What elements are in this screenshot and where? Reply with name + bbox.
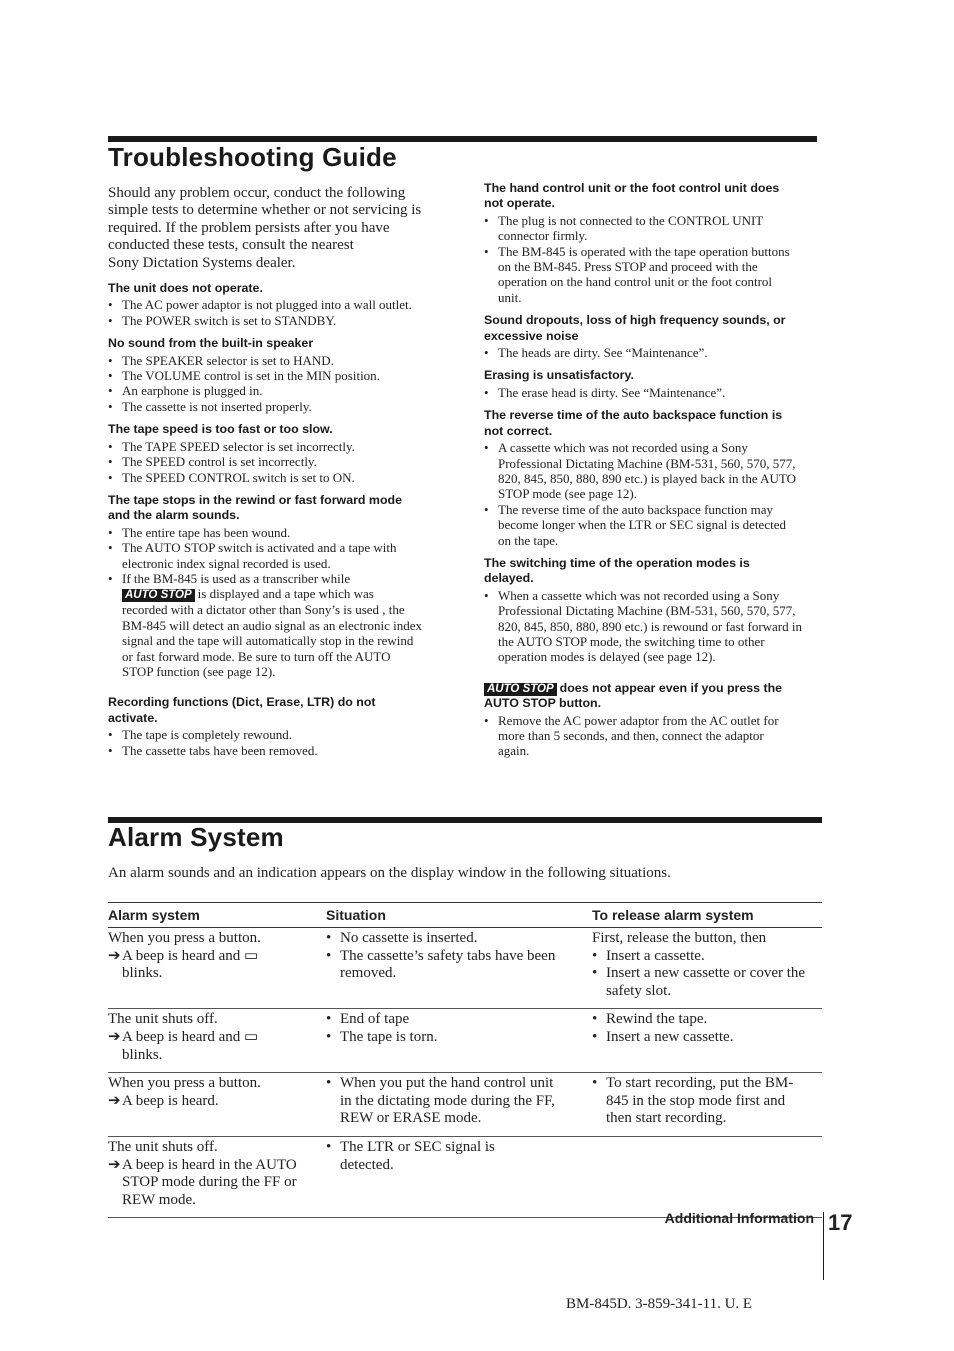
left-section-list: [108, 525, 453, 680]
bullet-icon: •: [326, 1028, 332, 1045]
header-alarm-system: Alarm system: [108, 903, 326, 928]
left-section-item: • If the BM-845 is used as a transcriber while AUTO STOP is displayed and a tape which was recorded with a dictator other than Sony’s is used , the BM-845 will detect an audio signal as an electronic index signal and the tape will automatically stop in the rewind or fast forward mode. Be sure to turn off the AUTO STOP function (see page 12).: [108, 570, 422, 679]
bullet-icon: •: [484, 440, 489, 456]
bullet-icon: •: [108, 352, 113, 368]
left-section-0: [108, 281, 453, 328]
page-number: 17: [828, 1210, 853, 1235]
right-section-1: [484, 313, 829, 360]
auto-stop-indicator: AUTO STOP: [122, 589, 195, 602]
release-cell: [592, 1009, 822, 1073]
bullet-icon: •: [484, 587, 489, 603]
auto-stop-item: • Remove the AC power adaptor from the AC outlet for more than 5 seconds, and then, connect the adaptor again.: [484, 712, 779, 759]
bullet-icon: •: [484, 243, 489, 259]
right-section-heading: Sound dropouts, loss of high frequency sounds, or excessive noise: [484, 313, 786, 343]
bullet-icon: •: [326, 1011, 332, 1028]
right-section-list: [484, 213, 829, 305]
table-row: [108, 928, 822, 1009]
bullet-icon: •: [108, 383, 113, 399]
arrow-icon: ➔: [108, 1092, 121, 1109]
bullet-icon: •: [108, 570, 113, 586]
bullet-icon: •: [108, 524, 113, 540]
left-section-heading: The unit does not operate.: [108, 281, 263, 296]
left-section-item: • The SPEED CONTROL switch is set to ON.: [108, 469, 355, 485]
situation-cell: [326, 1009, 592, 1073]
right-section-heading: Erasing is unsatisfactory.: [484, 368, 634, 383]
left-section-item: • The entire tape has been wound.: [108, 524, 291, 540]
right-section-3: [484, 408, 829, 548]
alarm-lead: The unit shuts off.: [108, 1011, 218, 1028]
situation-item: • The cassette’s safety tabs have been removed.: [326, 947, 556, 982]
left-section-item: • The SPEED control is set incorrectly.: [108, 454, 317, 470]
left-section-list: [108, 297, 453, 328]
release-lead: First, release the button, then: [592, 930, 767, 946]
left-section-item: • The AC power adaptor is not plugged into a wall outlet.: [108, 297, 412, 313]
bullet-icon: •: [484, 384, 489, 400]
alarm-lead: When you press a button.: [108, 1075, 261, 1092]
arrow-icon: ➔: [108, 947, 121, 964]
table-row: [108, 1136, 822, 1217]
right-section-item: • When a cassette which was not recorded using a Sony Professional Dictating Machine (BM-531, 560, 570, 577, 820, 845, 850, 880, 890 etc.) is rewound or fast forward in the AUTO STOP mode, the switching time to other operation modes is delayed (see page 12).: [484, 587, 802, 665]
left-section-heading: No sound from the built-in speaker: [108, 336, 314, 351]
auto-stop-heading: [484, 681, 829, 712]
left-section-4: [108, 695, 453, 758]
right-section-item: • The reverse time of the auto backspace function may become longer when the LTR or SEC signal is detected on the tape.: [484, 501, 786, 548]
auto-stop-heading-line2: AUTO STOP button.: [484, 696, 602, 711]
bullet-icon: •: [484, 501, 489, 517]
situation-item: • No cassette is inserted.: [326, 930, 478, 946]
bullet-icon: •: [108, 368, 113, 384]
bullet-icon: •: [108, 454, 113, 470]
bullet-icon: •: [592, 1011, 598, 1028]
right-section-list: [484, 385, 829, 400]
right-section-2: [484, 368, 829, 400]
situation-cell: [326, 928, 592, 1009]
left-section-item: • The cassette is not inserted properly.: [108, 398, 312, 414]
left-section-1: [108, 336, 453, 414]
bullet-icon: •: [108, 438, 113, 454]
right-section-heading: The reverse time of the auto backspace function is not correct.: [484, 408, 783, 438]
left-section-item: • The TAPE SPEED selector is set incorrectly.: [108, 438, 355, 454]
right-section-item: • The erase head is dirty. See “Maintenance”.: [484, 384, 726, 400]
release-item: • Rewind the tape.: [592, 1011, 708, 1028]
arrow-icon: ➔: [108, 1028, 121, 1045]
alarm-table: [108, 902, 822, 1218]
release-item: • Insert a cassette.: [592, 947, 705, 964]
left-section-item: • The SPEAKER selector is set to HAND.: [108, 352, 334, 368]
right-section-list: [484, 345, 829, 360]
left-section-3: [108, 493, 453, 679]
alarm-system-cell: [108, 1009, 326, 1073]
right-section-item: • A cassette which was not recorded using a Sony Professional Dictating Machine (BM-531, 560, 570, 577, 820, 845, 850, 880, 890 etc.) is played back in the AUTO STOP mode (see page 12).: [484, 440, 796, 502]
left-section-item: • The POWER switch is set to STANDBY.: [108, 312, 337, 328]
release-item: • Insert a new cassette.: [592, 1028, 734, 1045]
right-section-item: • The plug is not connected to the CONTROL UNIT connector firmly.: [484, 212, 764, 244]
auto-stop-heading-text: does not appear even if you press the: [559, 680, 783, 695]
alarm-system-cell: [108, 1073, 326, 1137]
alarm-indication: ➔ A beep is heard and ▭ blinks.: [108, 947, 259, 982]
bullet-icon: •: [108, 312, 113, 328]
bullet-icon: •: [484, 212, 489, 228]
left-section-heading: Recording functions (Dict, Erase, LTR) do not activate.: [108, 695, 376, 725]
right-section-4: [484, 556, 829, 665]
situation-item: • End of tape: [326, 1011, 410, 1028]
release-cell: [592, 1073, 822, 1137]
situation-item: • The tape is torn.: [326, 1028, 438, 1045]
arrow-icon: ➔: [108, 1156, 121, 1173]
left-section-2: [108, 422, 453, 485]
situation-cell: [326, 1073, 592, 1137]
header-release: To release alarm system: [592, 903, 822, 928]
situation-cell: [326, 1136, 592, 1217]
bullet-icon: •: [592, 947, 598, 964]
alarm-intro: An alarm sounds and an indication appears on the display window in the following situations.: [108, 865, 671, 881]
alarm-indication: ➔ A beep is heard.: [108, 1092, 219, 1109]
bullet-icon: •: [108, 727, 113, 743]
bullet-icon: •: [326, 1138, 332, 1155]
troubleshooting-intro: Should any problem occur, conduct the following simple tests to determine whether or not servicing is required. If the problem persists after you have conducted these tests, consult the nearest Sony Dictation Systems dealer.: [108, 185, 422, 271]
document-code: BM-845D. 3-859-341-11. U. E: [566, 1296, 753, 1312]
bullet-icon: •: [326, 947, 332, 964]
alarm-system-cell: [108, 1136, 326, 1217]
alarm-system-cell: [108, 928, 326, 1009]
alarm-lead: The unit shuts off.: [108, 1138, 218, 1155]
troubleshooting-left-column: [108, 185, 453, 766]
bullet-icon: •: [326, 1075, 332, 1092]
auto-stop-section: [484, 681, 829, 759]
troubleshooting-title: Troubleshooting Guide: [108, 142, 397, 172]
release-item: • Insert a new cassette or cover the safety slot.: [592, 965, 806, 999]
left-section-heading: The tape speed is too fast or too slow.: [108, 422, 333, 437]
left-section-heading: The tape stops in the rewind or fast forward mode and the alarm sounds.: [108, 492, 402, 523]
table-row: [108, 1073, 822, 1137]
right-section-item: • The BM-845 is operated with the tape operation buttons on the BM-845. Press STOP and proceed with the operation on the hand control unit or the foot control unit.: [484, 243, 790, 305]
bullet-icon: •: [592, 1028, 598, 1045]
header-situation: Situation: [326, 903, 592, 928]
left-section-item: • The AUTO STOP switch is activated and a tape with electronic index signal recorded is used.: [108, 540, 397, 571]
alarm-indication: ➔ A beep is heard and ▭ blinks.: [108, 1028, 259, 1063]
auto-stop-indicator: AUTO STOP: [484, 683, 557, 696]
bullet-icon: •: [108, 742, 113, 758]
right-section-heading: The hand control unit or the foot control unit does not operate.: [484, 181, 780, 211]
footer-section-label: Additional Information: [664, 1210, 814, 1226]
right-section-list: [484, 440, 829, 548]
right-section-item: • The heads are dirty. See “Maintenance”.: [484, 345, 708, 361]
left-section-list: [108, 727, 453, 758]
bullet-icon: •: [108, 398, 113, 414]
left-section-list: [108, 353, 453, 415]
troubleshooting-right-column: [484, 181, 829, 767]
alarm-table-header: [108, 903, 822, 928]
alarm-lead: When you press a button.: [108, 930, 261, 946]
bullet-icon: •: [484, 345, 489, 361]
auto-stop-list: [484, 713, 829, 759]
bullet-icon: •: [592, 1075, 598, 1092]
bullet-icon: •: [108, 297, 113, 313]
bullet-icon: •: [326, 930, 332, 946]
bullet-icon: •: [108, 540, 113, 556]
release-cell: [592, 1136, 822, 1217]
alarm-title: Alarm System: [108, 822, 284, 852]
right-section-list: [484, 588, 829, 665]
bullet-icon: •: [108, 469, 113, 485]
situation-item: • The LTR or SEC signal is detected.: [326, 1138, 495, 1173]
release-item: • To start recording, put the BM- 845 in the stop mode first and then start recording.: [592, 1075, 794, 1127]
bullet-icon: •: [592, 965, 598, 982]
alarm-indication: ➔ A beep is heard in the AUTO STOP mode during the FF or REW mode.: [108, 1156, 297, 1208]
left-section-item: • The tape is completely rewound.: [108, 727, 293, 743]
left-section-item: • The cassette tabs have been removed.: [108, 742, 318, 758]
bullet-icon: •: [484, 712, 489, 728]
situation-item: • When you put the hand control unit in the dictating mode during the FF, REW or ERASE mode.: [326, 1075, 556, 1127]
right-section-heading: The switching time of the operation modes is delayed.: [484, 555, 750, 586]
left-section-item: • An earphone is plugged in.: [108, 383, 263, 399]
left-section-list: [108, 439, 453, 485]
footer-divider: [823, 1212, 824, 1280]
release-cell: [592, 928, 822, 1009]
right-section-0: [484, 181, 829, 305]
left-section-item: • The VOLUME control is set in the MIN position.: [108, 368, 380, 384]
table-row: [108, 1009, 822, 1073]
